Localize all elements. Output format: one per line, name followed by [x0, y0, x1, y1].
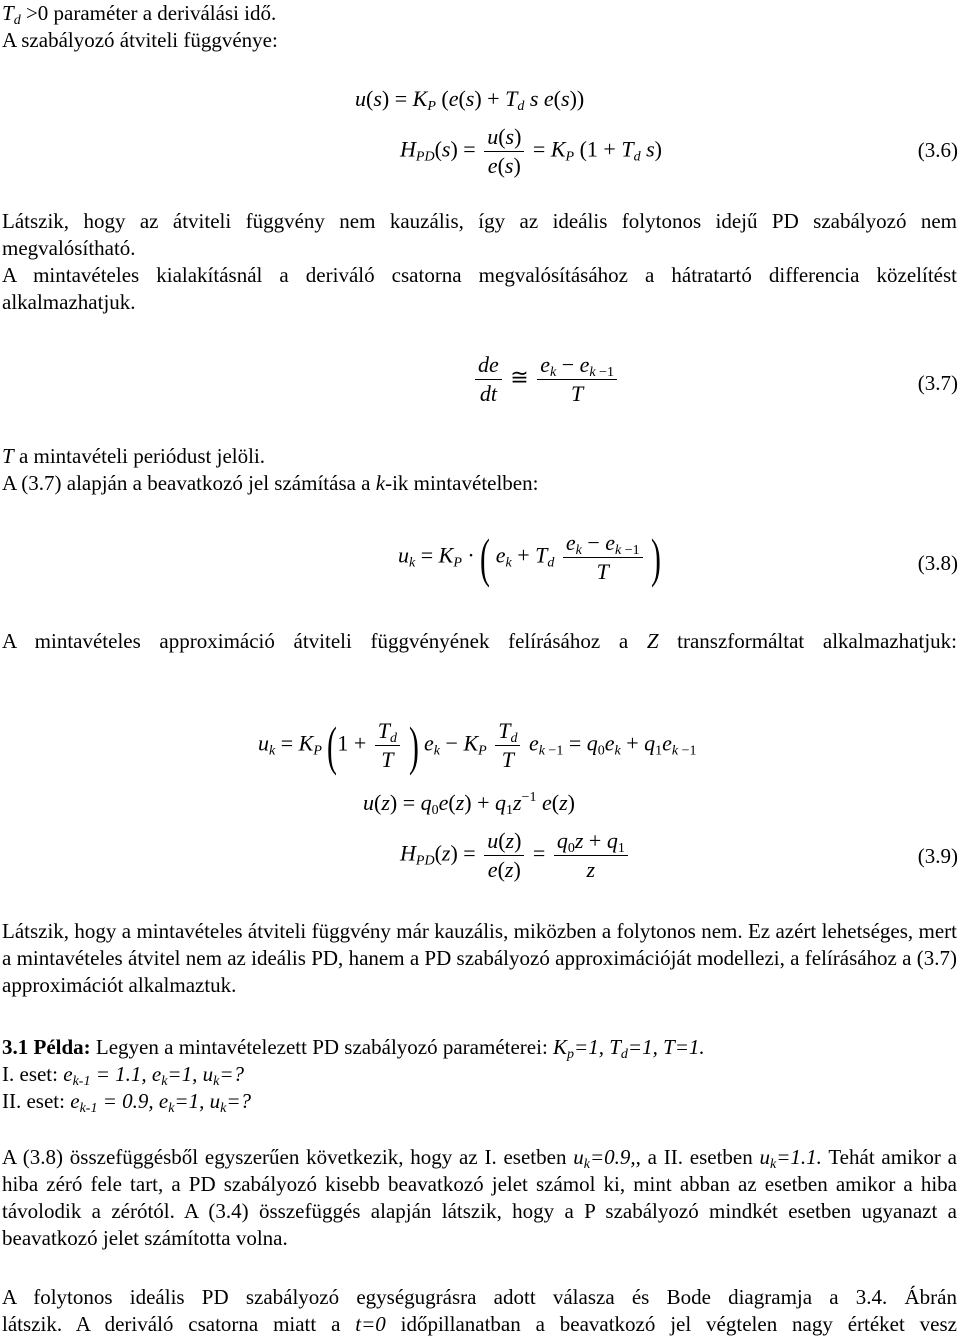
control-signal-intro: A (3.7) alapján a beavatkozó jel számítása a k-ik mintavételben:: [2, 471, 539, 495]
fraction: $\frac{T_d}{T}$: [495, 718, 520, 773]
example-label: 3.1 Példa:: [2, 1035, 91, 1059]
example-case-2: II. eset: $e_{k-1} = 0.9$, $e_k=1$, $u_k=$?: [2, 1089, 251, 1116]
equation-3-9-line-2: $u(z) = q_0e(z) + q_1z^{-1}$ e(z): [363, 790, 575, 818]
fraction: $\frac{q_0z + q_1}{z}$: [554, 828, 628, 883]
paragraph-example-result: A (3.8) összefüggésből egyszerűen következik, hogy az I. esetben $u_k=0.9$,, a II. esetben $u_k=1.1$. Tehát amikor a hiba zéró fele tart, a PD szabályozó kisebb beavatkozó jelet számol ki, mint abban az esetben amikor a hiba távolodik a zérótól. A (3.4) összefüggés alapján látszik, hogy a P szabályozó mindkét esetben ugyanazt a beavatkozó jelet számította volna.: [2, 1145, 958, 1250]
fraction: $\frac{u(z)}{e(z)}$: [484, 828, 524, 883]
equation-3-7: $\frac{de}{dt}$ ≅ $\frac{e_k - e_{k -1}}{T}$: [472, 352, 620, 407]
paragraph-step-response-line-1: A folytonos ideális PD szabályozó egységugrásra adott válasza és Bode diagramja a 3.4. Ábrán: [2, 1285, 957, 1309]
intro-line-2: A szabályozó átviteli függvénye:: [2, 28, 278, 52]
example-3-1: 3.1 Példa: Legyen a mintavételezett PD szabályozó paraméterei: $K_p=1$, $T_d=1$, T=1.: [2, 1035, 705, 1062]
fraction: $\frac{u(s)}{e(s)}$: [484, 124, 524, 179]
intro-line-1: $T_d >0$ paraméter a deriválási idő.: [2, 1, 277, 28]
fraction: $\frac{T_d}{T}$: [375, 718, 400, 773]
paragraph-backward-difference: A mintavételes kialakításnál a deriváló csatorna megvalósításához a hátratartó differencia közelítést alkalmazhatjuk.: [2, 263, 957, 314]
equation-3-9-line-1: $u_k = K_P$ (1 + $\frac{T_d}{T}$ ) $e_k - K_P$ $\frac{T_d}{T}$ $e_{k -1} = q_0e_k + q_1e_{k -1}$: [258, 715, 697, 776]
example-case-1: I. eset: $e_{k-1} = 1.1$, $e_k=1$, $u_k=$?: [2, 1062, 244, 1089]
paragraph-noncausal: Látszik, hogy az átviteli függvény nem kauzális, így az ideális folytonos idejű PD szabályozó nem megvalósítható.: [2, 209, 957, 260]
equation-3-8: $u_k = K_P$ · ( $e_k + T_d$ $\frac{e_k - e_{k -1}}{T}$ ): [398, 527, 662, 588]
equation-number-3-7: (3.7): [917, 371, 958, 395]
sampling-period-note: T a mintavételi periódust jelöli.: [2, 444, 266, 468]
equation-number-3-6: (3.6): [917, 138, 958, 162]
fraction: $\frac{de}{dt}$: [475, 352, 502, 407]
paragraph-step-response-line-2: látszik. A deriváló csatorna miatt a t=0 időpillanatban a beavatkozó jel végtelen nagy értéket vesz: [2, 1312, 957, 1336]
fraction: $\frac{e_k - e_{k -1}}{T}$: [563, 530, 643, 585]
equation-number-3-9: (3.9): [917, 844, 958, 868]
equation-3-6-line-2: $H_{PD}(s)$ = $\frac{u(s)}{e(s)}$ = $K_P$ ($1 + T_d$ s): [400, 124, 662, 178]
equation-number-3-8: (3.8): [917, 551, 958, 575]
z-transform-intro-line-1: A mintavételes approximáció átviteli függvényének felírásához a Z transzformáltat alkalmazhatjuk:: [2, 629, 958, 653]
paragraph-causal: Látszik, hogy a mintavételes átviteli függvény már kauzális, miközben a folytonos nem. Ez azért lehetséges, mert a mintavételes átvitel nem az ideális PD, hanem a PD szabályozó approximációját modellezi, a felírásához a (3.7) approximációt alkalmaztuk.: [2, 919, 957, 997]
fraction: $\frac{e_k - e_{k -1}}{T}$: [537, 352, 617, 407]
equation-3-6-line-1: $u(s) = K_P$ ($e(s) + T_d$ s e(s)): [355, 86, 585, 114]
equation-3-9-line-3: $H_{PD}(z)$ = $\frac{u(z)}{e(z)}$ = $\frac{q_0z + q_1}{z}$: [400, 828, 631, 883]
